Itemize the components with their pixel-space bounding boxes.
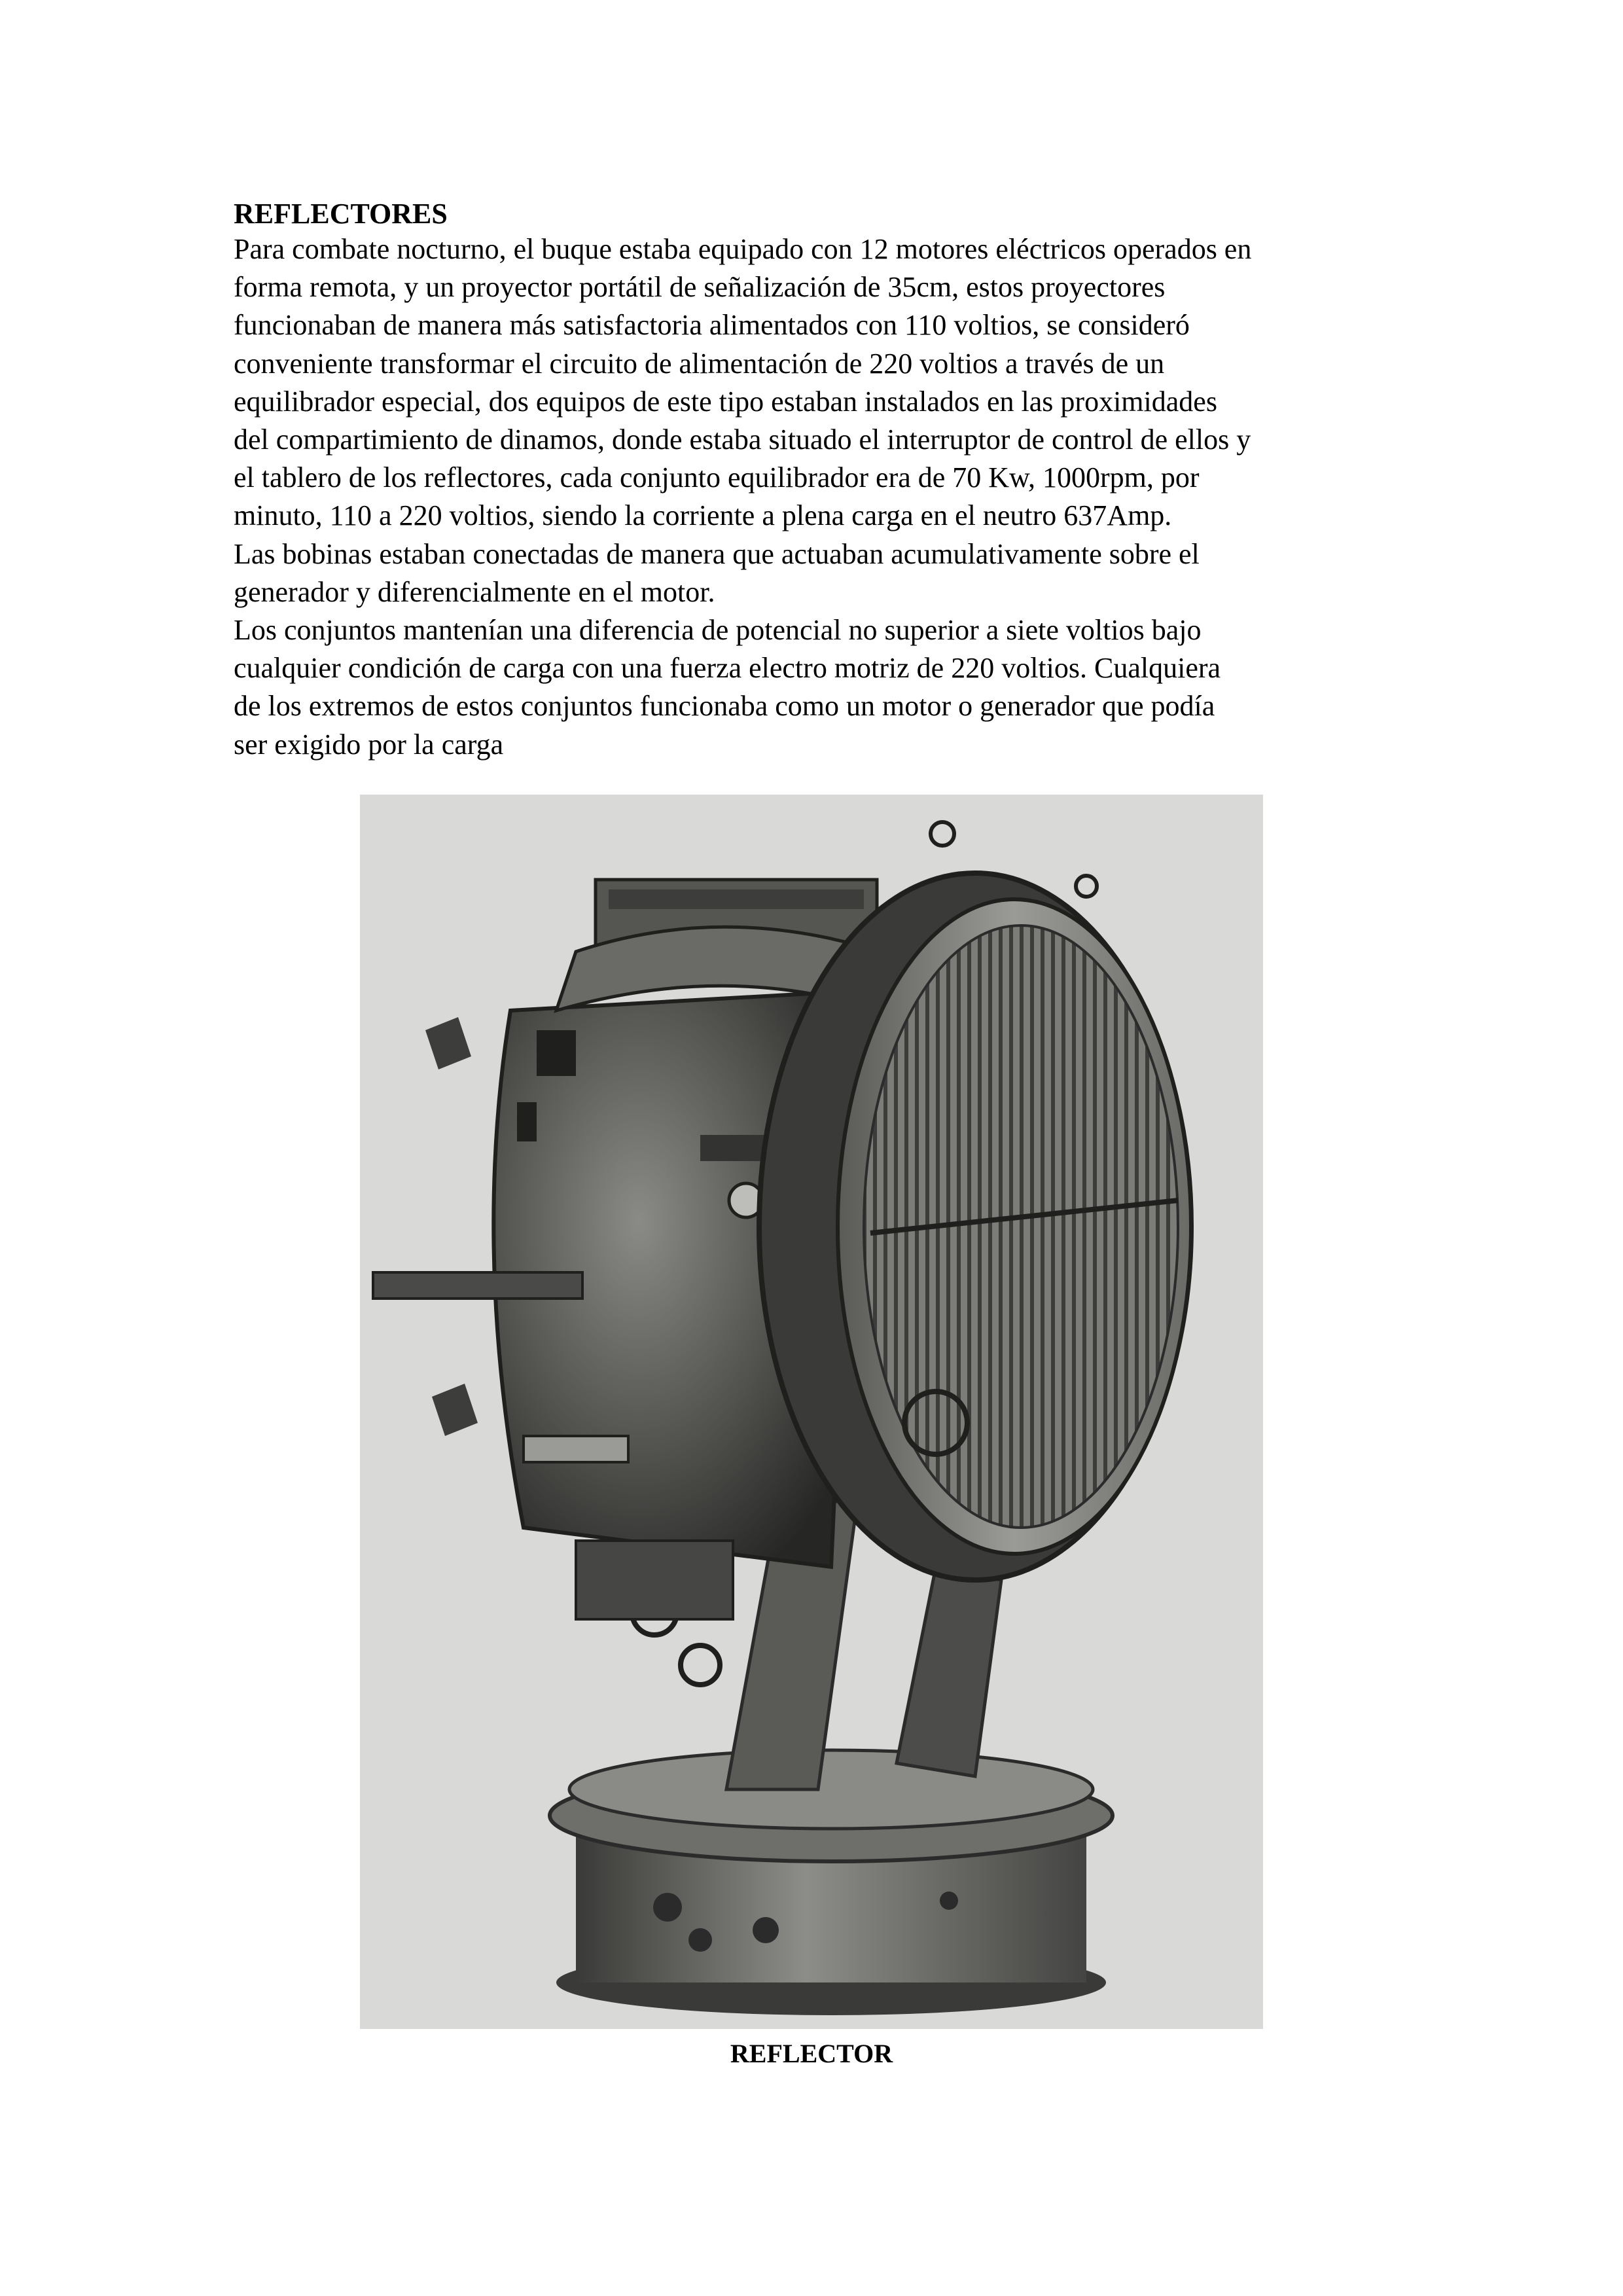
text-line: cualquier condición de carga con una fuerza electro motriz de 220 voltios. Cualquiera	[234, 652, 1221, 685]
searchlight-illustration	[360, 795, 1263, 2029]
text-line: funcionaban de manera más satisfactoria alimentados con 110 voltios, se consideró	[234, 309, 1190, 342]
text-line: Los conjuntos mantenían una diferencia de potencial no superior a siete voltios bajo	[234, 614, 1202, 647]
section-title: REFLECTORES	[234, 198, 448, 230]
figure-caption: REFLECTOR	[730, 2039, 893, 2068]
text-line: Las bobinas estaban conectadas de manera que actuaban acumulativamente sobre el	[234, 537, 1200, 570]
text-line: de los extremos de estos conjuntos funcionaba como un motor o generador que podía	[234, 690, 1215, 723]
text-line: ser exigido por la carga	[234, 728, 504, 761]
text-line: Para combate nocturno, el buque estaba equipado con 12 motores eléctricos operados en	[234, 233, 1252, 265]
text-line: conveniente transformar el circuito de alimentación de 220 voltios a través de un	[234, 347, 1165, 380]
text-line: minuto, 110 a 220 voltios, siendo la corriente a plena carga en el neutro 637Amp.	[234, 499, 1172, 532]
text-line: generador y diferencialmente en el motor.	[234, 575, 715, 608]
searchlight-photo	[360, 795, 1263, 2029]
text-line: el tablero de los reflectores, cada conjunto equilibrador era de 70 Kw, 1000rpm, por	[234, 461, 1200, 494]
text-line: forma remota, y un proyector portátil de señalización de 35cm, estos proyectores	[234, 271, 1166, 304]
body-paragraph	[234, 230, 1412, 764]
text-line: equilibrador especial, dos equipos de este tipo estaban instalados en las proximidades	[234, 385, 1217, 418]
text-line: del compartimiento de dinamos, donde estaba situado el interruptor de control de ellos y	[234, 423, 1251, 456]
pedestal-base	[550, 1750, 1113, 2015]
